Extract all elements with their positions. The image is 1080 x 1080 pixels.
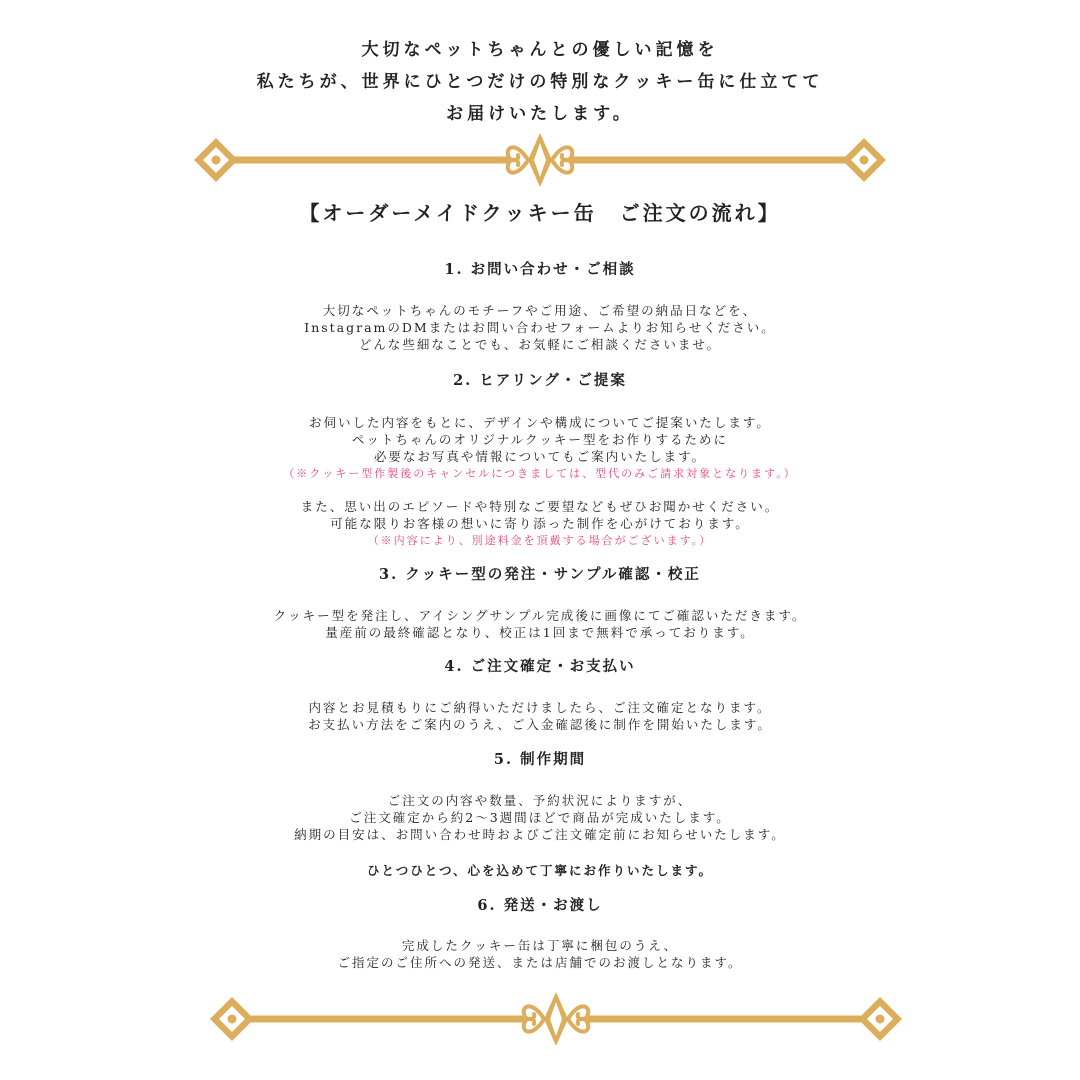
main-title: 【オーダーメイドクッキー缶 ご注文の流れ】 (299, 201, 781, 225)
section-5-emphasis (0, 862, 1080, 879)
body-line: 必要なお写真や情報についてもご案内いたします。 (373, 449, 707, 464)
intro-message (0, 34, 1080, 130)
body-line: 内容とお見積もりにご納得いただけましたら、ご注文確定となります。 (308, 700, 772, 715)
body-line: また、思い出のエピソードや特別なご要望などもぜひお聞かせください。 (300, 499, 780, 514)
section-2-body (0, 414, 1080, 482)
body-line: ご注文の内容や数量、予約状況によりますが、 (387, 793, 693, 808)
section-6-body (0, 937, 1080, 971)
body-line: ご指定のご住所への発送、または店舗でのお渡しとなります。 (337, 955, 743, 970)
body-line: お伺いした内容をもとに、デザインや構成についてご提案いたします。 (309, 415, 771, 430)
extra-fee-note: （※内容により、別途料金を頂戴する場合がございます。） (367, 534, 713, 547)
section-5-title: 5. 制作期間 (493, 751, 587, 768)
section-1-title: 1. お問い合わせ・ご相談 (444, 261, 636, 278)
section-3-title: 3. クッキー型の発注・サンプル確認・校正 (379, 566, 701, 583)
section-3-body (0, 607, 1080, 641)
section-1-body (0, 302, 1080, 353)
section-2-body-extra (0, 498, 1080, 549)
body-line: 量産前の最終確認となり、校正は1回まで無料で承っております。 (325, 625, 755, 640)
body-line: 完成したクッキー缶は丁寧に梱包のうえ、 (401, 938, 679, 953)
body-line: InstagramのDMまたはお問い合わせフォームよりお知らせください。 (304, 320, 776, 335)
emphasis-line: ひとつひとつ、心を込めて丁寧にお作りいたします。 (366, 863, 713, 878)
body-line: 可能な限りお客様の想いに寄り添った制作を心がけております。 (330, 516, 750, 531)
section-4-title: 4. ご注文確定・お支払い (444, 658, 636, 675)
intro-line: 私たちが、世界にひとつだけの特別なクッキー缶に仕立てて (256, 72, 824, 92)
body-line: 納期の目安は、お問い合わせ時およびご注文確定前にお知らせいたします。 (294, 827, 786, 842)
section-6-title: 6. 発送・お渡し (477, 897, 603, 914)
bottom-ornament-divider-icon (208, 990, 904, 1048)
section-4-body (0, 699, 1080, 733)
body-line: お支払い方法をご案内のうえ、ご入金確認後に制作を開始いたします。 (308, 717, 772, 732)
intro-line: お届けいたします。 (446, 104, 634, 124)
cancellation-note: （※クッキー型作製後のキャンセルにつきましては、型代のみご請求対象となります。） (283, 467, 797, 480)
body-line: どんな些細なことでも、お気軽にご相談くださいませ。 (358, 337, 722, 352)
body-line: 大切なペットちゃんのモチーフやご用途、ご希望の納品日などを、 (322, 303, 758, 318)
section-5-body (0, 792, 1080, 843)
body-line: クッキー型を発注し、アイシングサンプル完成後に画像にてご確認いただきます。 (273, 608, 807, 623)
body-line: ご注文確定から約2〜3週間ほどで商品が完成いたします。 (349, 810, 731, 825)
intro-line: 大切なペットちゃんとの優しい記憶を (361, 40, 719, 60)
body-line: ペットちゃんのオリジナルクッキー型をお作りするために (351, 432, 729, 447)
section-2-title: 2. ヒアリング・ご提案 (453, 372, 627, 389)
top-ornament-divider-icon (192, 131, 888, 189)
